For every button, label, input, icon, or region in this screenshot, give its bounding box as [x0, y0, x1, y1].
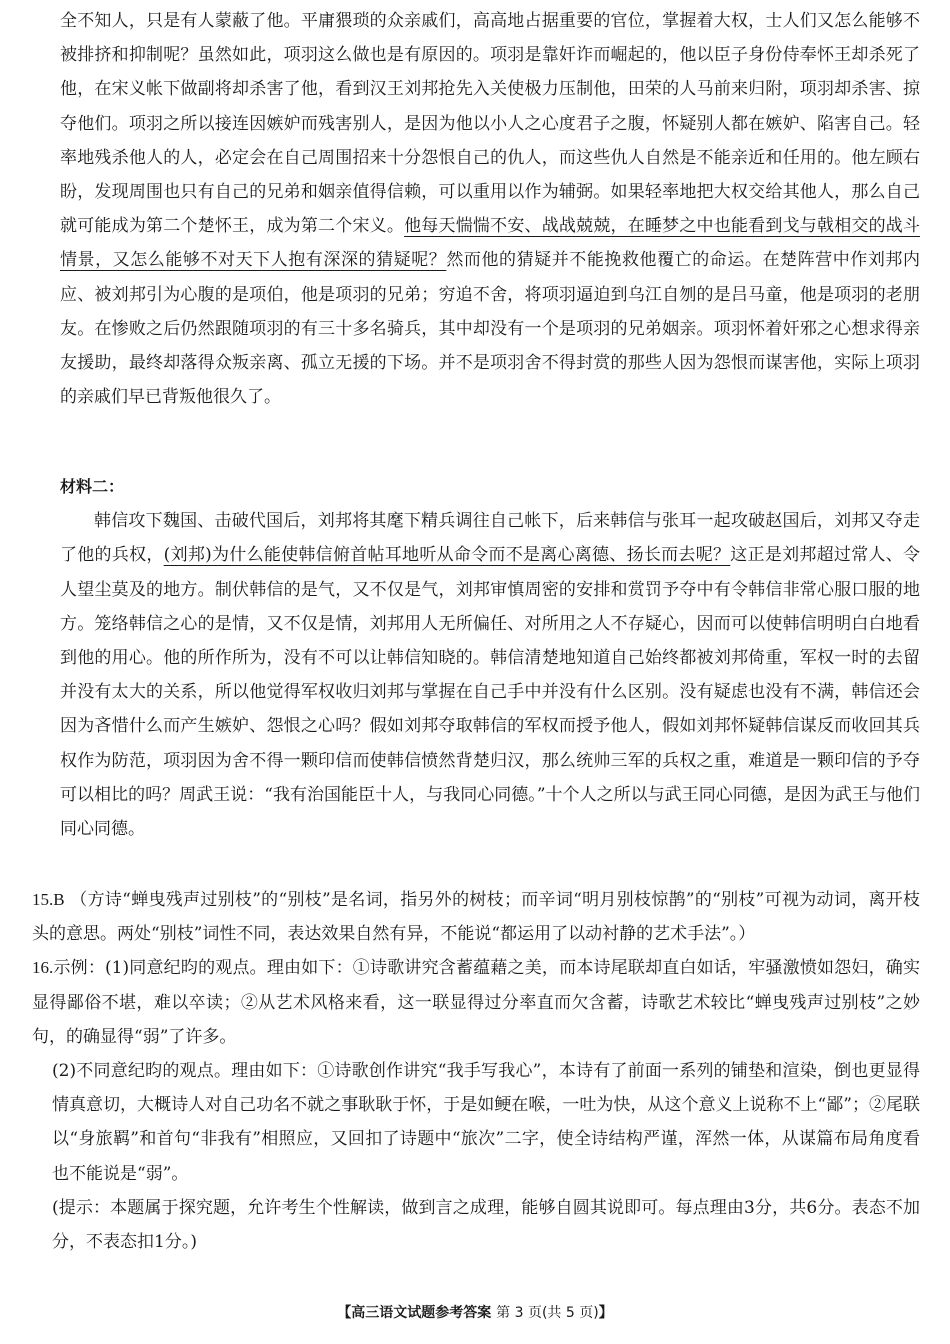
answer-16-number: 16. [32, 958, 54, 978]
answer-15 [32, 883, 920, 951]
material-two-section [60, 470, 920, 846]
answer-16 [32, 951, 920, 1054]
footer-title: 【高三语文试题参考答案 [337, 1305, 492, 1321]
answer-16-part-1: 示例：(1)同意纪昀的观点。理由如下：①诗歌讲究含蓄蕴藉之美，而本诗尾联却直白如话，牢骚激愤如怨妇，确实显得鄙俗不堪，难以卒读；②从艺术风格来看，这一联显得过分率直而欠含蓄，诗歌艺术较比“蝉曳残声过别枝”之妙句，的确显得“弱”了许多。 [32, 958, 920, 1047]
material-two-text-b: 这正是刘邦超过常人、令人望尘莫及的地方。制伏韩信的是气，又不仅是气，刘邦审慎周密的安排和赏罚予夺中有令韩信非常心服口服的地方。笼络韩信之心的是情，又不仅是情，刘邦用人无所偏任、对所用之人不存疑心，因而可以使韩信明明白白地看到他的用心。他的所作所为，没有不可以让韩信知晓的。韩信清楚地知道自己始终都被刘邦倚重，军权一时的去留并没有太大的关系，所以他觉得军权收归刘邦与掌握在自己手中并没有什么区别。没有疑虑也没有不满，韩信还会因为吝惜什么而产生嫉妒、怨恨之心吗？假如刘邦夺取韩信的军权而授予他人，假如刘邦怀疑韩信谋反而收回其兵权作为防范，项羽因为舍不得一颗印信而使韩信愤然背楚归汉，那么统帅三军的兵权之重，难道是一颗印信的予夺可以相比的吗？周武王说：“我有治国能臣十人，与我同心同德。”十个人之所以与武王同心同德，是因为武王与他们同心同德。 [60, 545, 921, 840]
material-two-text-a: 韩信攻下魏国、击破代国后，刘邦将其麾下精兵调往自己帐下，后来韩信与张耳一起攻破赵国后，刘邦又夺走了他的兵权， [60, 511, 920, 566]
answer-16-note: (提示：本题属于探究题，允许考生个性解读，做到言之成理，能够自圆其说即可。每点理由3分，共6分。表态不加分，不表态扣1分。) [52, 1197, 920, 1253]
material-one-text-a: 全不知人，只是有人蒙蔽了他。平庸猥琐的众亲戚们，高高地占据重要的官位，掌握着大权，士人们又怎么能够不被排挤和抑制呢？虽然如此，项羽这么做也是有原因的。项羽是靠奸诈而崛起的，他以臣子身份侍奉怀王却杀死了他，在宋义帐下做副将却杀害了他，看到汉王刘邦抢先入关使极力压制他，田荣的人马前来归附，项羽却杀害、掠夺他们。项羽之所以接连因嫉妒而残害别人，是因为他以小人之心度君子之腹，怀疑别人都在嫉妒、陷害自己。轻率地残杀他人的人，必定会在自己周围招来十分怨恨自己的仇人，而这些仇人自然是不能亲近和任用的。他左顾右盼，发现周围也只有自己的兄弟和姻亲值得信赖，可以重用以作为辅弼。如果轻率地把大权交给其他人，那么自己就可能成为第二个楚怀王，成为第二个宋义。 [60, 11, 920, 237]
answer-15-text: （方诗“蝉曳残声过别枝”的“别枝”是名词，指另外的树枝；而辛词“明月别枝惊鹊”的“别枝”可视为动词，离开枝头的意思。两处“别枝”词性不同，表达效果自然有异，不能说“都运用了以动衬静的艺术手法”。） [32, 890, 920, 945]
material-one-text-b: 然而他的猜疑并不能挽救他覆亡的命运。在楚阵营中作刘邦内应、被刘邦引为心腹的是项伯，他是项羽的兄弟；穷追不舍，将项羽逼迫到乌江自刎的是吕马童，他是项羽的老朋友。在惨败之后仍然跟随项羽的有三十多名骑兵，其中却没有一个是项羽的兄弟姻亲。项羽怀着奸邪之心想求得亲友援助，最终却落得众叛亲离、孤立无援的下场。并不是项羽舍不得封赏的那些人因为怨恨而谋害他，实际上项羽的亲戚们早已背叛他很久了。 [60, 250, 920, 408]
material-two-heading: 材料二： [60, 477, 125, 496]
answer-16-part-2: (2)不同意纪昀的观点。理由如下：①诗歌创作讲究“我手写我心”，本诗有了前面一系列的铺垫和渲染，倒也更显得情真意切，大概诗人对自己功名不就之事耿耿于怀，于是如鲠在喉，一吐为快，从这个意义上说称不上“鄙”；②尾联以“身旅羁”和首句“非我有”相照应，又回扣了诗题中“旅次”二字，使全诗结构严谨，浑然一体，从谋篇布局角度看也不能说是“弱”。 [52, 1061, 920, 1184]
footer-page-number: 第 3 页(共 5 页) [496, 1305, 599, 1321]
answer-15-number: 15.B [32, 890, 65, 909]
page-footer [0, 1302, 950, 1322]
answers-section [32, 883, 920, 1259]
material-one-paragraph [60, 4, 920, 414]
material-one-underlined-sentence: 他每天惴惴不安、战战兢兢，在睡梦之中也能看到戈与戟相交的战斗情景，又怎么能够不对天下人抱有深深的猜疑呢？ [60, 216, 921, 271]
footer-close-bracket: 】 [598, 1305, 613, 1321]
material-two-paragraph [60, 504, 920, 846]
material-one-section [60, 4, 920, 414]
material-two-underlined-sentence: (刘邦)为什么能使韩信俯首帖耳地听从命令而不是离心离德、扬长而去呢？ [163, 545, 731, 566]
